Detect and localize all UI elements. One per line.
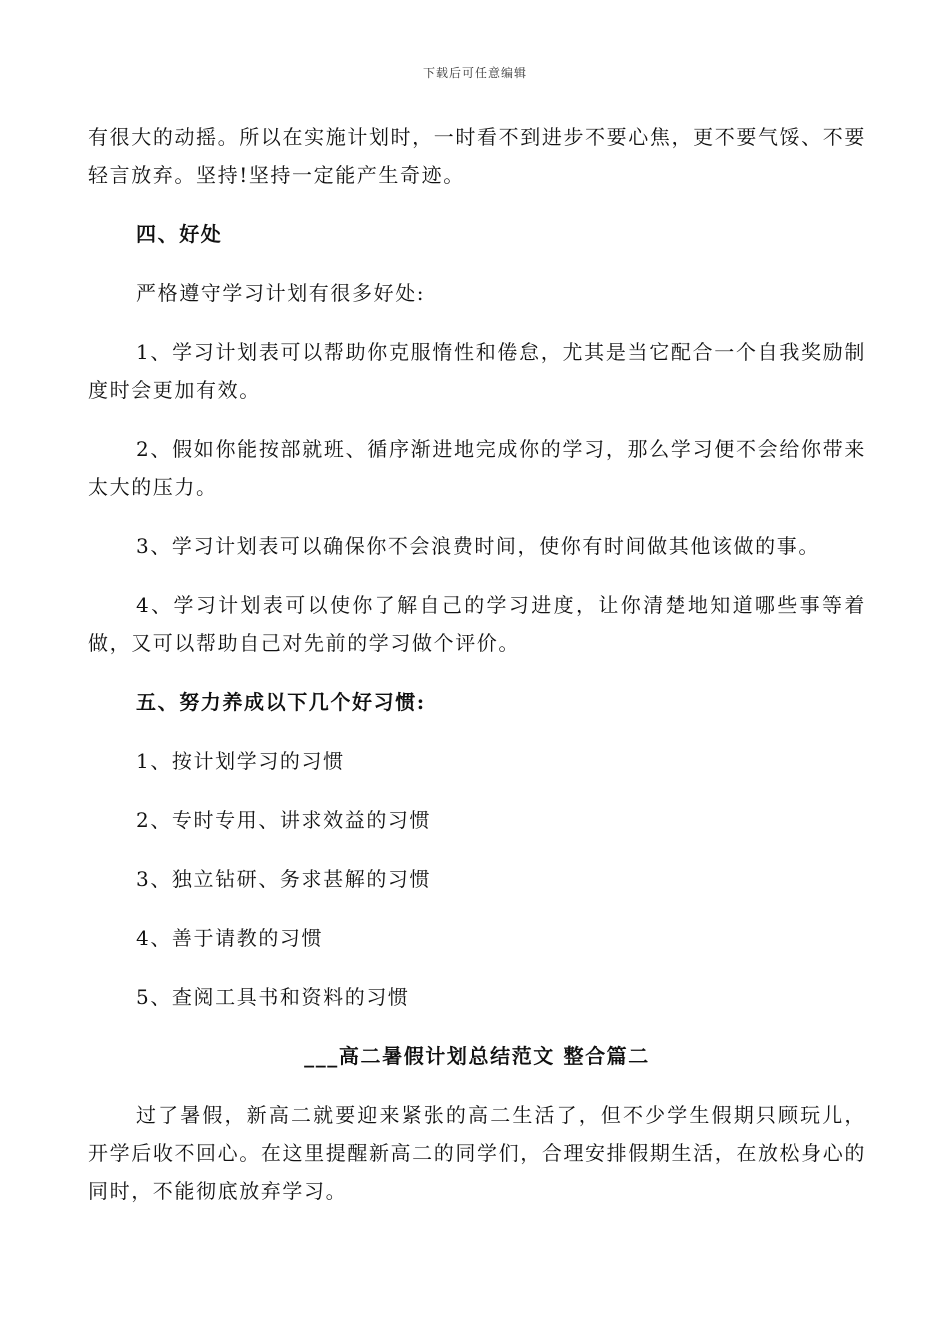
list-item-habit-3: 3、独立钻研、务求甚解的习惯 — [136, 867, 432, 891]
list-item-habit-1: 1、按计划学习的习惯 — [136, 749, 345, 773]
section-heading-habits: 五、努力养成以下几个好习惯: — [136, 690, 426, 714]
paragraph-benefits-intro: 严格遵守学习计划有很多好处: — [136, 281, 426, 305]
list-item-habit-5: 5、查阅工具书和资料的习惯 — [136, 985, 410, 1009]
paragraph-benefit-2: 2、假如你能按部就班、循序渐进地完成你的学习，那么学习便不会给你带来太大的压力。 — [88, 437, 866, 499]
paragraph-benefit-3: 3、学习计划表可以确保你不会浪费时间，使你有时间做其他该做的事。 — [136, 534, 820, 558]
paragraph-benefit-4: 4、学习计划表可以使你了解自己的学习进度，让你清楚地知道哪些事等着做，又可以帮助自己对先前的学习做个评价。 — [88, 593, 866, 655]
list-item-habit-4: 4、善于请教的习惯 — [136, 926, 324, 950]
document-body — [88, 118, 866, 1231]
page-header: 下载后可任意编辑 — [422, 66, 527, 80]
section-heading-benefits: 四、好处 — [136, 222, 223, 246]
paragraph-continuation: 有很大的动摇。所以在实施计划时，一时看不到进步不要心焦，更不要气馁、不要轻言放弃。坚持!坚持一定能产生奇迹。 — [88, 125, 866, 187]
article-title: ___高二暑假计划总结范文 整合篇二 — [304, 1044, 650, 1068]
paragraph-article-intro: 过了暑假，新高二就要迎来紧张的高二生活了，但不少学生假期只顾玩儿，开学后收不回心。在这里提醒新高二的同学们，合理安排假期生活，在放松身心的同时，不能彻底放弃学习。 — [88, 1103, 866, 1203]
paragraph-benefit-1: 1、学习计划表可以帮助你克服惰性和倦怠，尤其是当它配合一个自我奖励制度时会更加有效。 — [88, 340, 866, 402]
list-item-habit-2: 2、专时专用、讲求效益的习惯 — [136, 808, 432, 832]
